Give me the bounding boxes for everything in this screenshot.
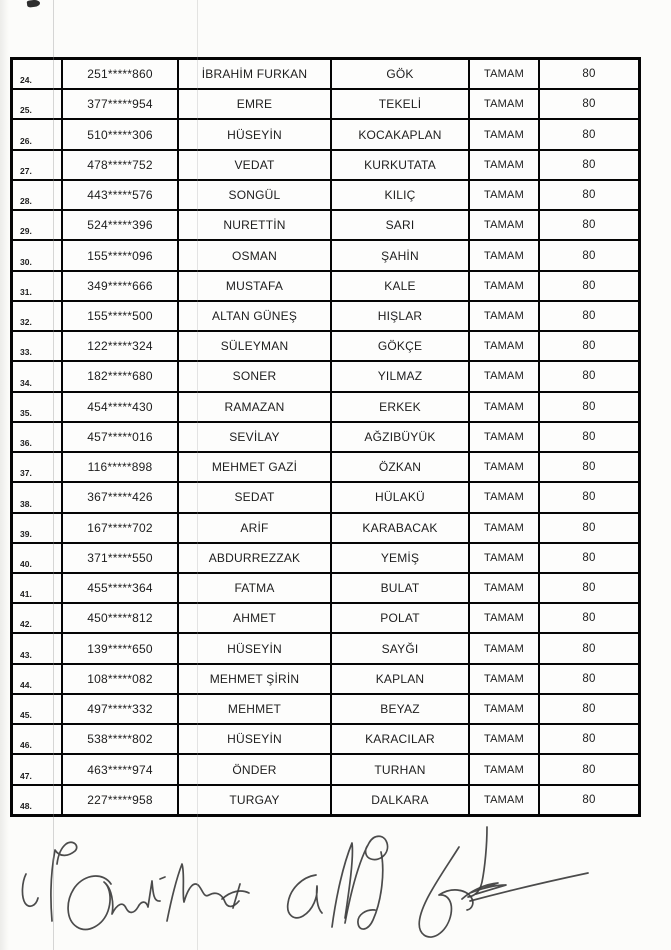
masked-id-cell: 497*****332 — [63, 695, 179, 723]
last-name-cell: KARABACAK — [332, 514, 470, 542]
table-row — [13, 332, 638, 362]
first-name-cell: VEDAT — [179, 151, 332, 179]
last-name-cell: TURHAN — [332, 755, 470, 783]
masked-id-cell: 227*****958 — [63, 786, 179, 814]
row-number-cell: 44. — [13, 665, 63, 693]
table-row — [13, 544, 638, 574]
last-name-cell: AĞZIBÜYÜK — [332, 423, 470, 451]
row-number-cell: 43. — [13, 634, 63, 662]
status-cell: TAMAM — [470, 181, 540, 209]
table-row — [13, 453, 638, 483]
row-number-cell: 38. — [13, 483, 63, 511]
row-number-cell: 45. — [13, 695, 63, 723]
score-cell: 80 — [582, 370, 596, 383]
status-cell: TAMAM — [470, 120, 540, 148]
last-name-cell: TEKELİ — [332, 90, 470, 118]
status-cell: TAMAM — [470, 211, 540, 239]
table-row — [13, 120, 638, 150]
row-number-cell: 27. — [13, 151, 63, 179]
last-name-cell: KAPLAN — [332, 665, 470, 693]
table-row — [13, 241, 638, 271]
score-cell: 80 — [582, 642, 596, 655]
first-name-cell: SEDAT — [179, 483, 332, 511]
table-row — [13, 211, 638, 241]
row-number-cell: 37. — [13, 453, 63, 481]
masked-id-cell: 349*****666 — [63, 272, 179, 300]
last-name-cell: KALE — [332, 272, 470, 300]
row-number-cell: 40. — [13, 544, 63, 572]
first-name-cell: MEHMET GAZİ — [179, 453, 332, 481]
row-number-cell: 42. — [13, 604, 63, 632]
first-name-cell: ÖNDER — [179, 755, 332, 783]
last-name-cell: HÜLAKÜ — [332, 483, 470, 511]
first-name-cell: MUSTAFA — [179, 272, 332, 300]
table-row — [13, 786, 638, 814]
first-name-cell: ARİF — [179, 514, 332, 542]
table-row — [13, 634, 638, 664]
masked-id-cell: 457*****016 — [63, 423, 179, 451]
score-cell: 80 — [582, 249, 596, 262]
score-cell: 80 — [582, 189, 596, 202]
signature-3-icon — [419, 827, 588, 937]
score-cell: 80 — [582, 309, 596, 322]
last-name-cell: YEMİŞ — [332, 544, 470, 572]
row-number-cell: 32. — [13, 302, 63, 330]
masked-id-cell: 251*****860 — [63, 60, 179, 88]
first-name-cell: EMRE — [179, 90, 332, 118]
masked-id-cell: 182*****680 — [63, 362, 179, 390]
first-name-cell: SEVİLAY — [179, 423, 332, 451]
first-name-cell: HÜSEYİN — [179, 634, 332, 662]
masked-id-cell: 367*****426 — [63, 483, 179, 511]
row-number-cell: 33. — [13, 332, 63, 360]
score-cell: 80 — [582, 279, 596, 292]
first-name-cell: ALTAN GÜNEŞ — [179, 302, 332, 330]
last-name-cell: BULAT — [332, 574, 470, 602]
masked-id-cell: 455*****364 — [63, 574, 179, 602]
score-cell: 80 — [582, 612, 596, 625]
masked-id-cell: 371*****550 — [63, 544, 179, 572]
masked-id-cell: 155*****500 — [63, 302, 179, 330]
last-name-cell: SAYĞI — [332, 634, 470, 662]
table-row — [13, 90, 638, 120]
last-name-cell: ERKEK — [332, 393, 470, 421]
row-number-cell: 35. — [13, 393, 63, 421]
table-row — [13, 695, 638, 725]
last-name-cell: DALKARA — [332, 786, 470, 814]
table-row — [13, 151, 638, 181]
masked-id-cell: 443*****576 — [63, 181, 179, 209]
table-row — [13, 423, 638, 453]
status-cell: TAMAM — [470, 604, 540, 632]
row-number-cell: 25. — [13, 90, 63, 118]
masked-id-cell: 510*****306 — [63, 120, 179, 148]
signature-1-icon — [22, 842, 249, 929]
table-row — [13, 514, 638, 544]
status-cell: TAMAM — [470, 695, 540, 723]
status-cell: TAMAM — [470, 544, 540, 572]
row-number-cell: 26. — [13, 120, 63, 148]
row-number-cell: 48. — [13, 786, 63, 814]
table-row — [13, 483, 638, 513]
status-cell: TAMAM — [470, 151, 540, 179]
masked-id-cell: 116*****898 — [63, 453, 179, 481]
first-name-cell: SONGÜL — [179, 181, 332, 209]
masked-id-cell: 463*****974 — [63, 755, 179, 783]
last-name-cell: KOCAKAPLAN — [332, 120, 470, 148]
score-cell: 80 — [582, 733, 596, 746]
score-cell: 80 — [582, 793, 596, 806]
row-number-cell: 24. — [13, 60, 63, 88]
first-name-cell: AHMET — [179, 604, 332, 632]
status-cell: TAMAM — [470, 665, 540, 693]
first-name-cell: HÜSEYİN — [179, 725, 332, 753]
first-name-cell: ABDURREZZAK — [179, 544, 332, 572]
score-cell: 80 — [582, 68, 596, 81]
row-number-cell: 28. — [13, 181, 63, 209]
score-cell: 80 — [582, 430, 596, 443]
last-name-cell: GÖK — [332, 60, 470, 88]
last-name-cell: ŞAHİN — [332, 241, 470, 269]
score-cell: 80 — [582, 672, 596, 685]
first-name-cell: HÜSEYİN — [179, 120, 332, 148]
first-name-cell: SÜLEYMAN — [179, 332, 332, 360]
last-name-cell: HIŞLAR — [332, 302, 470, 330]
table-row — [13, 362, 638, 392]
last-name-cell: POLAT — [332, 604, 470, 632]
last-name-cell: ÖZKAN — [332, 453, 470, 481]
score-cell: 80 — [582, 521, 596, 534]
last-name-cell: GÖKÇE — [332, 332, 470, 360]
score-cell: 80 — [582, 461, 596, 474]
status-cell: TAMAM — [470, 332, 540, 360]
last-name-cell: KURKUTATA — [332, 151, 470, 179]
last-name-cell: BEYAZ — [332, 695, 470, 723]
status-cell: TAMAM — [470, 755, 540, 783]
score-cell: 80 — [582, 551, 596, 564]
status-cell: TAMAM — [470, 423, 540, 451]
status-cell: TAMAM — [470, 514, 540, 542]
row-number-cell: 30. — [13, 241, 63, 269]
score-cell: 80 — [582, 128, 596, 141]
score-cell: 80 — [582, 340, 596, 353]
score-cell: 80 — [582, 491, 596, 504]
masked-id-cell: 450*****812 — [63, 604, 179, 632]
table-row — [13, 60, 638, 90]
signature-2-icon — [288, 836, 388, 929]
masked-id-cell: 122*****324 — [63, 332, 179, 360]
first-name-cell: SONER — [179, 362, 332, 390]
table-row — [13, 755, 638, 785]
masked-id-cell: 377*****954 — [63, 90, 179, 118]
first-name-cell: TURGAY — [179, 786, 332, 814]
masked-id-cell: 155*****096 — [63, 241, 179, 269]
table-row — [13, 181, 638, 211]
status-cell: TAMAM — [470, 302, 540, 330]
row-number-cell: 41. — [13, 574, 63, 602]
status-cell: TAMAM — [470, 786, 540, 814]
results-table — [10, 57, 641, 817]
status-cell: TAMAM — [470, 483, 540, 511]
row-number-cell: 39. — [13, 514, 63, 542]
table-row — [13, 725, 638, 755]
status-cell: TAMAM — [470, 634, 540, 662]
masked-id-cell: 478*****752 — [63, 151, 179, 179]
masked-id-cell: 538*****802 — [63, 725, 179, 753]
status-cell: TAMAM — [470, 241, 540, 269]
score-cell: 80 — [582, 763, 596, 776]
first-name-cell: FATMA — [179, 574, 332, 602]
masked-id-cell: 454*****430 — [63, 393, 179, 421]
masked-id-cell: 524*****396 — [63, 211, 179, 239]
status-cell: TAMAM — [470, 725, 540, 753]
table-row — [13, 393, 638, 423]
row-number-cell: 31. — [13, 272, 63, 300]
status-cell: TAMAM — [470, 272, 540, 300]
scan-edge-shade — [0, 0, 9, 950]
status-cell: TAMAM — [470, 362, 540, 390]
row-number-cell: 36. — [13, 423, 63, 451]
table-row — [13, 604, 638, 634]
scan-corner-mark — [27, 0, 41, 8]
score-cell: 80 — [582, 158, 596, 171]
score-cell: 80 — [582, 98, 596, 111]
status-cell: TAMAM — [470, 90, 540, 118]
last-name-cell: YILMAZ — [332, 362, 470, 390]
last-name-cell: KILIÇ — [332, 181, 470, 209]
masked-id-cell: 108*****082 — [63, 665, 179, 693]
row-number-cell: 29. — [13, 211, 63, 239]
table-row — [13, 302, 638, 332]
table-row — [13, 574, 638, 604]
status-cell: TAMAM — [470, 574, 540, 602]
score-cell: 80 — [582, 703, 596, 716]
first-name-cell: RAMAZAN — [179, 393, 332, 421]
first-name-cell: OSMAN — [179, 241, 332, 269]
score-cell: 80 — [582, 400, 596, 413]
score-cell: 80 — [582, 219, 596, 232]
first-name-cell: MEHMET — [179, 695, 332, 723]
status-cell: TAMAM — [470, 393, 540, 421]
row-number-cell: 34. — [13, 362, 63, 390]
masked-id-cell: 139*****650 — [63, 634, 179, 662]
status-cell: TAMAM — [470, 453, 540, 481]
last-name-cell: SARI — [332, 211, 470, 239]
row-number-cell: 46. — [13, 725, 63, 753]
row-number-cell: 47. — [13, 755, 63, 783]
masked-id-cell: 167*****702 — [63, 514, 179, 542]
first-name-cell: NURETTİN — [179, 211, 332, 239]
score-cell: 80 — [582, 582, 596, 595]
first-name-cell: MEHMET ŞİRİN — [179, 665, 332, 693]
table-row — [13, 665, 638, 695]
first-name-cell: İBRAHİM FURKAN — [179, 60, 332, 88]
status-cell: TAMAM — [470, 60, 540, 88]
table-row — [13, 272, 638, 302]
last-name-cell: KARACILAR — [332, 725, 470, 753]
